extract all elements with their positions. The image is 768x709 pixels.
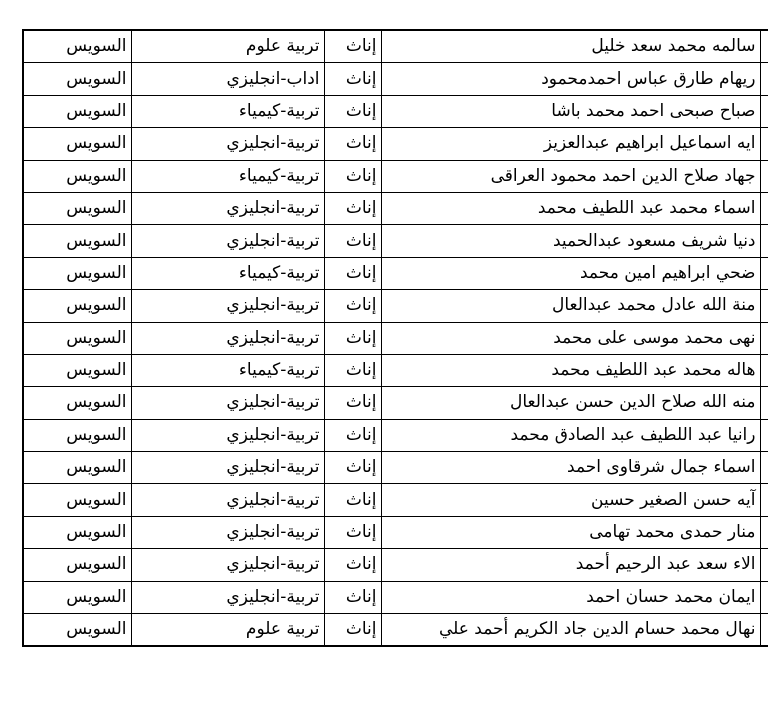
cell-name[interactable]: دنيا شريف مسعود عبدالحميد	[381, 225, 760, 257]
table-row	[24, 581, 768, 613]
table-row	[24, 419, 768, 451]
cell-major[interactable]: تربية-انجليزي	[131, 549, 324, 581]
table-row	[24, 387, 768, 419]
table-body	[24, 31, 768, 645]
cell-empty[interactable]	[760, 387, 768, 419]
cell-city[interactable]: السويس	[24, 95, 131, 127]
cell-empty[interactable]	[760, 484, 768, 516]
cell-empty[interactable]	[760, 225, 768, 257]
cell-major[interactable]: تربية-كيمياء	[131, 257, 324, 289]
cell-major[interactable]: تربية-انجليزي	[131, 387, 324, 419]
cell-city[interactable]: السويس	[24, 549, 131, 581]
cell-empty[interactable]	[760, 516, 768, 548]
cell-empty[interactable]	[760, 354, 768, 386]
cell-city[interactable]: السويس	[24, 63, 131, 95]
cell-city[interactable]: السويس	[24, 484, 131, 516]
cell-gender[interactable]: إناث	[324, 549, 381, 581]
cell-gender[interactable]: إناث	[324, 614, 381, 646]
cell-major[interactable]: تربية-كيمياء	[131, 95, 324, 127]
cell-city[interactable]: السويس	[24, 225, 131, 257]
cell-empty[interactable]	[760, 419, 768, 451]
cell-major[interactable]: تربية-انجليزي	[131, 484, 324, 516]
table-row	[24, 452, 768, 484]
cell-city[interactable]: السويس	[24, 160, 131, 192]
cell-name[interactable]: ريهام طارق عباس احمدمحمود	[381, 63, 760, 95]
cell-name[interactable]: ايمان محمد حسان احمد	[381, 581, 760, 613]
table-row	[24, 225, 768, 257]
cell-name[interactable]: آيه حسن الصغير حسين	[381, 484, 760, 516]
cell-empty[interactable]	[760, 290, 768, 322]
cell-city[interactable]: السويس	[24, 452, 131, 484]
cell-name[interactable]: رانيا عبد اللطيف عبد الصادق محمد	[381, 419, 760, 451]
cell-major[interactable]: تربية علوم	[131, 31, 324, 63]
cell-major[interactable]: تربية-انجليزي	[131, 225, 324, 257]
cell-major[interactable]: تربية علوم	[131, 614, 324, 646]
table-row	[24, 63, 768, 95]
cell-empty[interactable]	[760, 322, 768, 354]
cell-city[interactable]: السويس	[24, 192, 131, 224]
table-row	[24, 484, 768, 516]
cell-empty[interactable]	[760, 192, 768, 224]
cell-gender[interactable]: إناث	[324, 387, 381, 419]
table-row	[24, 128, 768, 160]
cell-city[interactable]: السويس	[24, 354, 131, 386]
cell-name[interactable]: اسماء جمال شرقاوى احمد	[381, 452, 760, 484]
cell-gender[interactable]: إناث	[324, 516, 381, 548]
cell-major[interactable]: تربية-انجليزي	[131, 516, 324, 548]
cell-empty[interactable]	[760, 95, 768, 127]
cell-city[interactable]: السويس	[24, 290, 131, 322]
cell-gender[interactable]: إناث	[324, 160, 381, 192]
table-row	[24, 322, 768, 354]
cell-gender[interactable]: إناث	[324, 31, 381, 63]
cell-name[interactable]: منه الله صلاح الدين حسن عبدالعال	[381, 387, 760, 419]
cell-gender[interactable]: إناث	[324, 95, 381, 127]
table-row	[24, 614, 768, 646]
cell-gender[interactable]: إناث	[324, 63, 381, 95]
table-row	[24, 290, 768, 322]
cell-major[interactable]: تربية-انجليزي	[131, 192, 324, 224]
cell-major[interactable]: اداب-انجليزي	[131, 63, 324, 95]
table-row	[24, 354, 768, 386]
cell-name[interactable]: نهال محمد حسام الدين جاد الكريم أحمد علي	[381, 614, 760, 646]
students-table	[24, 31, 768, 645]
cell-name[interactable]: الاء سعد عبد الرحيم أحمد	[381, 549, 760, 581]
cell-name[interactable]: صباح صبحى احمد محمد باشا	[381, 95, 760, 127]
cell-empty[interactable]	[760, 160, 768, 192]
cell-gender[interactable]: إناث	[324, 192, 381, 224]
table-row	[24, 192, 768, 224]
cell-empty[interactable]	[760, 257, 768, 289]
spreadsheet	[22, 29, 768, 647]
table-row	[24, 516, 768, 548]
cell-city[interactable]: السويس	[24, 257, 131, 289]
cell-empty[interactable]	[760, 128, 768, 160]
cell-empty[interactable]	[760, 614, 768, 646]
table-row	[24, 95, 768, 127]
cell-empty[interactable]	[760, 581, 768, 613]
cell-city[interactable]: السويس	[24, 128, 131, 160]
cell-gender[interactable]: إناث	[324, 581, 381, 613]
cell-name[interactable]: نهى محمد موسى على محمد	[381, 322, 760, 354]
cell-major[interactable]: تربية-انجليزي	[131, 452, 324, 484]
table-row	[24, 257, 768, 289]
cell-major[interactable]: تربية-كيمياء	[131, 160, 324, 192]
cell-gender[interactable]: إناث	[324, 419, 381, 451]
cell-gender[interactable]: إناث	[324, 225, 381, 257]
cell-name[interactable]: جهاد صلاح الدين احمد محمود العراقى	[381, 160, 760, 192]
cell-gender[interactable]: إناث	[324, 290, 381, 322]
cell-gender[interactable]: إناث	[324, 354, 381, 386]
cell-city[interactable]: السويس	[24, 387, 131, 419]
cell-empty[interactable]	[760, 452, 768, 484]
cell-empty[interactable]	[760, 31, 768, 63]
cell-name[interactable]: ضحي ابراهيم امين محمد	[381, 257, 760, 289]
table-row	[24, 31, 768, 63]
cell-city[interactable]: السويس	[24, 31, 131, 63]
cell-major[interactable]: تربية-انجليزي	[131, 128, 324, 160]
cell-name[interactable]: اسماء محمد عبد اللطيف محمد	[381, 192, 760, 224]
cell-gender[interactable]: إناث	[324, 452, 381, 484]
cell-gender[interactable]: إناث	[324, 322, 381, 354]
cell-gender[interactable]: إناث	[324, 257, 381, 289]
cell-major[interactable]: تربية-انجليزي	[131, 322, 324, 354]
cell-gender[interactable]: إناث	[324, 128, 381, 160]
table-row	[24, 160, 768, 192]
cell-major[interactable]: تربية-انجليزي	[131, 581, 324, 613]
table-row	[24, 549, 768, 581]
cell-major[interactable]: تربية-كيمياء	[131, 354, 324, 386]
cell-empty[interactable]	[760, 549, 768, 581]
cell-name[interactable]: منة الله عادل محمد عبدالعال	[381, 290, 760, 322]
cell-city[interactable]: السويس	[24, 614, 131, 646]
cell-major[interactable]: تربية-انجليزي	[131, 419, 324, 451]
cell-city[interactable]: السويس	[24, 419, 131, 451]
cell-city[interactable]: السويس	[24, 516, 131, 548]
cell-name[interactable]: سالمه محمد سعد خليل	[381, 31, 760, 63]
cell-city[interactable]: السويس	[24, 581, 131, 613]
cell-city[interactable]: السويس	[24, 322, 131, 354]
cell-major[interactable]: تربية-انجليزي	[131, 290, 324, 322]
cell-gender[interactable]: إناث	[324, 484, 381, 516]
cell-name[interactable]: ايه اسماعيل ابراهيم عبدالعزيز	[381, 128, 760, 160]
cell-name[interactable]: منار حمدى محمد تهامى	[381, 516, 760, 548]
cell-empty[interactable]	[760, 63, 768, 95]
cell-name[interactable]: هاله محمد عبد اللطيف محمد	[381, 354, 760, 386]
